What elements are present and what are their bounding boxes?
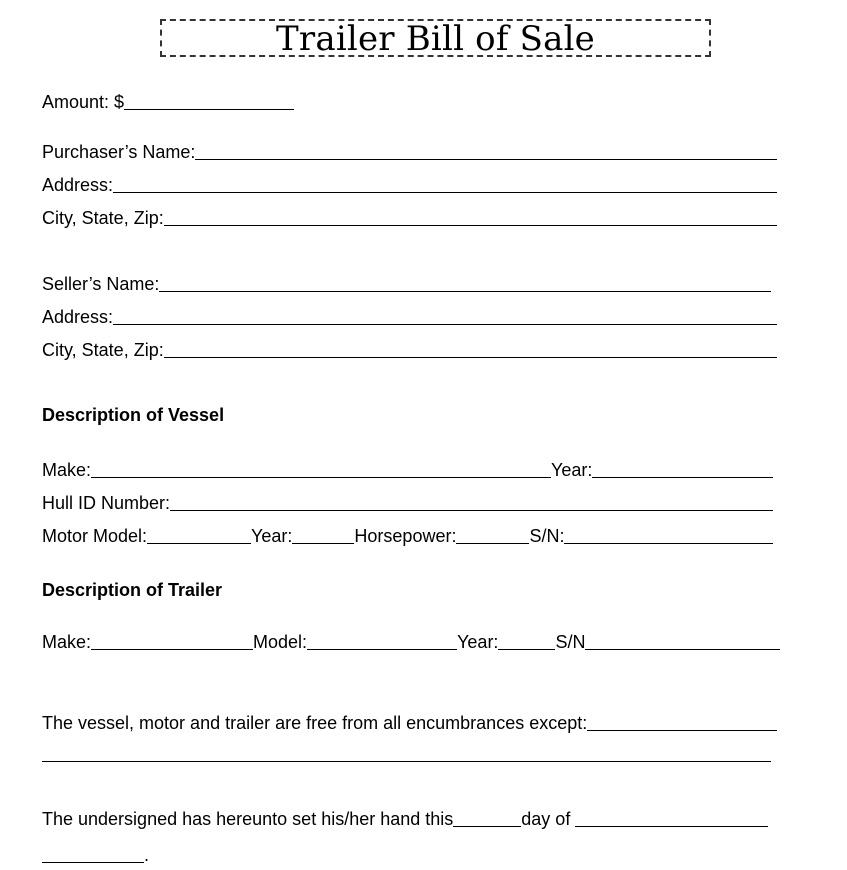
motor-sn-label: S/N:	[529, 526, 565, 546]
trailer-make-field[interactable]	[91, 631, 253, 650]
trailer-year-label: Year:	[457, 632, 499, 652]
purchaser-name-label: Purchaser’s Name:	[42, 142, 196, 162]
motor-year-field[interactable]	[292, 525, 354, 544]
amount-label: Amount: $	[42, 92, 125, 112]
trailer-sn-field[interactable]	[585, 631, 780, 650]
encumbrances-row	[42, 710, 777, 734]
signature-text: The undersigned has hereunto set his/her hand this	[42, 809, 454, 829]
signature-period: .	[144, 845, 150, 865]
trailer-sn-label: S/N	[555, 632, 586, 652]
title-box	[160, 19, 711, 57]
seller-city-field[interactable]	[164, 339, 777, 358]
signature-day-of-label: day of	[521, 809, 571, 829]
seller-name-field[interactable]	[159, 273, 771, 292]
vessel-make-label: Make:	[42, 460, 92, 480]
purchaser-city-label: City, State, Zip:	[42, 208, 164, 228]
vessel-make-row	[42, 457, 773, 481]
purchaser-city-field[interactable]	[164, 207, 777, 226]
signature-month-field[interactable]	[575, 808, 768, 827]
vessel-year-field[interactable]	[592, 459, 773, 478]
motor-sn-field[interactable]	[564, 525, 773, 544]
hull-id-row	[42, 490, 773, 514]
signature-day-field[interactable]	[453, 808, 521, 827]
encumbrances-text: The vessel, motor and trailer are free from all encumbrances except:	[42, 713, 588, 733]
seller-name-row	[42, 271, 771, 295]
hull-id-label: Hull ID Number:	[42, 493, 171, 513]
purchaser-name-field[interactable]	[195, 141, 777, 160]
encumbrances-continuation-row	[42, 741, 771, 765]
trailer-model-field[interactable]	[307, 631, 457, 650]
horsepower-field[interactable]	[456, 525, 529, 544]
seller-address-field[interactable]	[113, 306, 777, 325]
hull-id-field[interactable]	[170, 492, 773, 511]
trailer-make-label: Make:	[42, 632, 92, 652]
trailer-heading: Description of Trailer	[42, 580, 223, 600]
encumbrances-field-line2[interactable]	[42, 743, 771, 762]
encumbrances-field[interactable]	[587, 712, 777, 731]
seller-city-label: City, State, Zip:	[42, 340, 164, 360]
purchaser-city-row	[42, 205, 777, 229]
motor-row	[42, 523, 773, 547]
motor-year-label: Year:	[251, 526, 293, 546]
purchaser-address-field[interactable]	[113, 174, 777, 193]
signature-row	[42, 806, 768, 830]
motor-model-label: Motor Model:	[42, 526, 148, 546]
vessel-make-field[interactable]	[91, 459, 551, 478]
horsepower-label: Horsepower:	[354, 526, 457, 546]
trailer-model-label: Model:	[253, 632, 308, 652]
seller-address-row	[42, 304, 777, 328]
motor-model-field[interactable]	[147, 525, 251, 544]
seller-city-row	[42, 337, 777, 361]
purchaser-address-label: Address:	[42, 175, 114, 195]
vessel-heading: Description of Vessel	[42, 405, 225, 425]
amount-field[interactable]	[124, 91, 294, 110]
page-title: Trailer Bill of Sale	[276, 19, 595, 59]
signature-year-field[interactable]	[42, 844, 144, 863]
purchaser-address-row	[42, 172, 777, 196]
amount-row	[42, 89, 294, 113]
purchaser-name-row	[42, 139, 777, 163]
trailer-row	[42, 629, 780, 653]
seller-name-label: Seller’s Name:	[42, 274, 160, 294]
signature-year-row	[42, 842, 149, 866]
vessel-year-label: Year:	[551, 460, 593, 480]
trailer-year-field[interactable]	[498, 631, 555, 650]
seller-address-label: Address:	[42, 307, 114, 327]
